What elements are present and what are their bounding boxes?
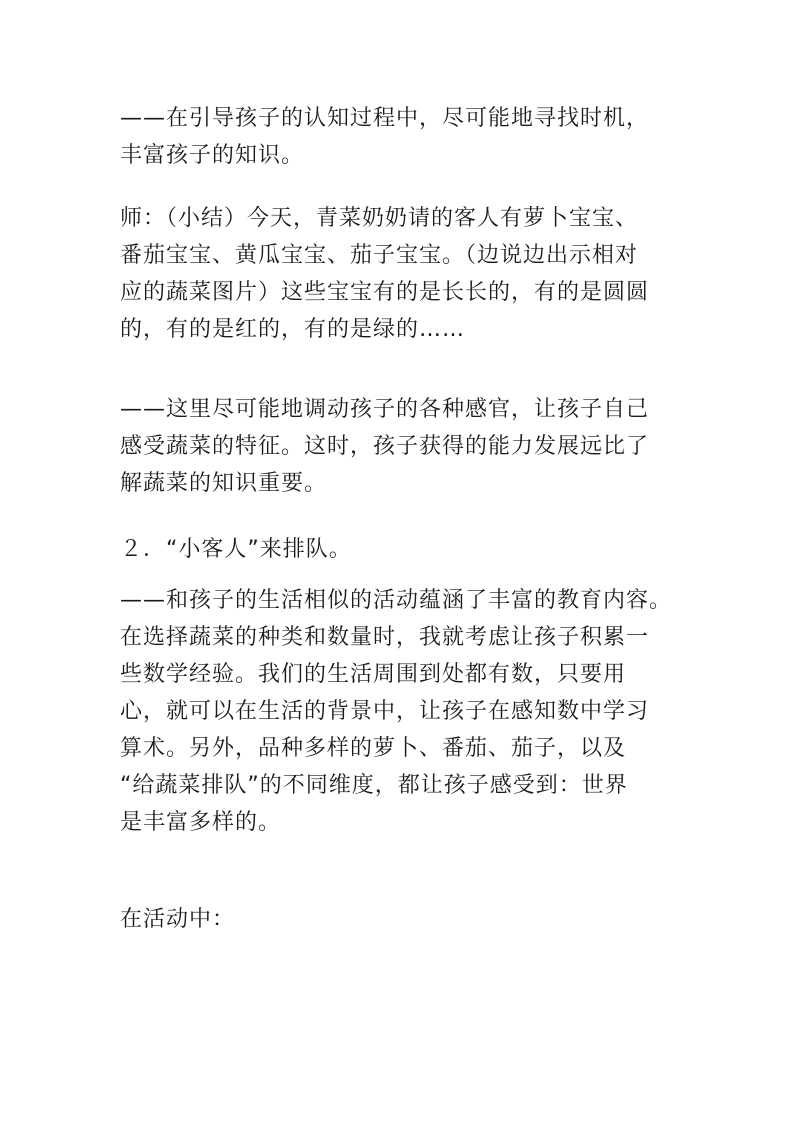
section-heading-queue — [120, 531, 680, 568]
text-line: 在选择蔬菜的种类和数量时，我就考虑让孩子积累一 — [120, 625, 650, 650]
text-line: 师：（小结）今天，青菜奶奶请的客人有萝卜宝宝、 — [120, 206, 639, 231]
text-line: 感受蔬菜的特征。这时，孩子获得的能力发展远比了 — [120, 434, 650, 459]
text-line: 心，就可以在生活的背景中，让孩子在感知数中学习 — [120, 699, 650, 724]
text-line: ——在引导孩子的认知过程中，尽可能地寻找时机， — [120, 106, 650, 131]
text-line: ——这里尽可能地调动孩子的各种感官，让孩子自己 — [120, 397, 650, 422]
text-line: 些数学经验。我们的生活周围到处都有数，只要用 — [120, 662, 627, 687]
text-line: ——和孩子的生活相似的活动蕴涵了丰富的教育内容。 — [120, 588, 673, 613]
paragraph-note-education — [120, 582, 680, 841]
text-line: 是丰富多样的。 — [120, 810, 282, 835]
text-line: 番茄宝宝、黄瓜宝宝、茄子宝宝。（边说边出示相对 — [120, 243, 639, 268]
text-line: 解蔬菜的知识重要。 — [120, 471, 328, 496]
paragraph-note-senses — [120, 391, 680, 502]
paragraph-in-activity — [120, 901, 680, 938]
text-line: 丰富孩子的知识。 — [120, 143, 305, 168]
text-line: 应的蔬菜图片）这些宝宝有的是长长的，有的是圆圆 — [120, 280, 650, 305]
text-line: 算术。另外，品种多样的萝卜、番茄、茄子，以及 — [120, 736, 627, 761]
paragraph-note-knowledge — [120, 100, 680, 174]
text-line: 在活动中： — [120, 907, 236, 932]
paragraph-teacher-summary — [120, 200, 680, 348]
text-line: “给蔬菜排队”的不同维度，都让孩子感受到：世界 — [120, 773, 628, 798]
text-line: 的，有的是红的，有的是绿的…… — [120, 317, 466, 342]
text-line: ２．“小客人”来排队。 — [120, 537, 352, 562]
